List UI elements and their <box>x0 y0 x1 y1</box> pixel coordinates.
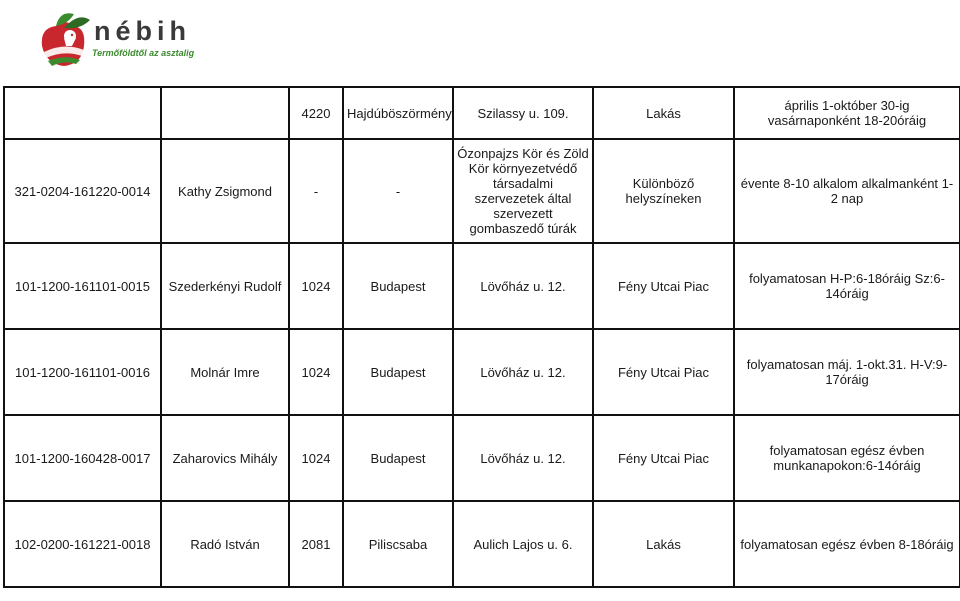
page-title: Nyilvántartott gombaszakellenőrök <box>365 4 595 21</box>
cell-id: 321-0204-161220-0014 <box>4 139 161 243</box>
cell-city: - <box>343 139 453 243</box>
cell-time: folyamatosan máj. 1-okt.31. H-V:9-17óráig <box>734 329 960 415</box>
cell-street: Ózonpajzs Kör és Zöld Kör környezetvédő társadalmi szervezetek által szervezett gombaszedő túrák <box>453 139 593 243</box>
cell-name <box>161 87 289 139</box>
cell-city: Budapest <box>343 243 453 329</box>
title-block <box>0 4 960 40</box>
table-row <box>4 501 960 587</box>
cell-place: Fény Utcai Piac <box>593 243 734 329</box>
cell-id: 101-1200-160428-0017 <box>4 415 161 501</box>
cell-street: Lövőház u. 12. <box>453 243 593 329</box>
cell-time: folyamatosan H-P:6-18óráig Sz:6-14óráig <box>734 243 960 329</box>
cell-time: évente 8-10 alkalom alkalmanként 1-2 nap <box>734 139 960 243</box>
cell-time: április 1-október 30-ig vasárnaponként 18-20óráig <box>734 87 960 139</box>
cell-place: Különböző helyszíneken <box>593 139 734 243</box>
cell-street: Aulich Lajos u. 6. <box>453 501 593 587</box>
cell-place: Fény Utcai Piac <box>593 329 734 415</box>
cell-zip: 1024 <box>289 329 343 415</box>
cell-id: 101-1200-161101-0015 <box>4 243 161 329</box>
table-row <box>4 87 960 139</box>
cell-time: folyamatosan egész évben 8-18óráig <box>734 501 960 587</box>
cell-id <box>4 87 161 139</box>
cell-zip: 2081 <box>289 501 343 587</box>
cell-zip: 4220 <box>289 87 343 139</box>
cell-city: Hajdúböszörmény <box>343 87 453 139</box>
cell-street: Lövőház u. 12. <box>453 415 593 501</box>
cell-city: Budapest <box>343 415 453 501</box>
cell-city: Budapest <box>343 329 453 415</box>
cell-time: folyamatosan egész évben munkanapokon:6-14óráig <box>734 415 960 501</box>
cell-street: Lövőház u. 12. <box>453 329 593 415</box>
cell-name: Kathy Zsigmond <box>161 139 289 243</box>
cell-zip: 1024 <box>289 415 343 501</box>
page-header <box>0 0 960 86</box>
cell-name: Radó István <box>161 501 289 587</box>
page-subtitle: 2013. július <box>442 22 518 39</box>
table-row <box>4 243 960 329</box>
cell-name: Molnár Imre <box>161 329 289 415</box>
cell-zip: - <box>289 139 343 243</box>
cell-name: Zaharovics Mihály <box>161 415 289 501</box>
cell-id: 101-1200-161101-0016 <box>4 329 161 415</box>
cell-place: Lakás <box>593 87 734 139</box>
inspectors-table <box>3 86 960 588</box>
cell-zip: 1024 <box>289 243 343 329</box>
cell-place: Fény Utcai Piac <box>593 415 734 501</box>
table-row <box>4 139 960 243</box>
cell-city: Piliscsaba <box>343 501 453 587</box>
cell-place: Lakás <box>593 501 734 587</box>
logo-wordmark: nébih <box>94 16 191 46</box>
table-row <box>4 415 960 501</box>
table-row <box>4 329 960 415</box>
cell-street: Szilassy u. 109. <box>453 87 593 139</box>
cell-id: 102-0200-161221-0018 <box>4 501 161 587</box>
cell-name: Szederkényi Rudolf <box>161 243 289 329</box>
logo-tagline: Termőföldtől az asztalig <box>92 48 195 58</box>
